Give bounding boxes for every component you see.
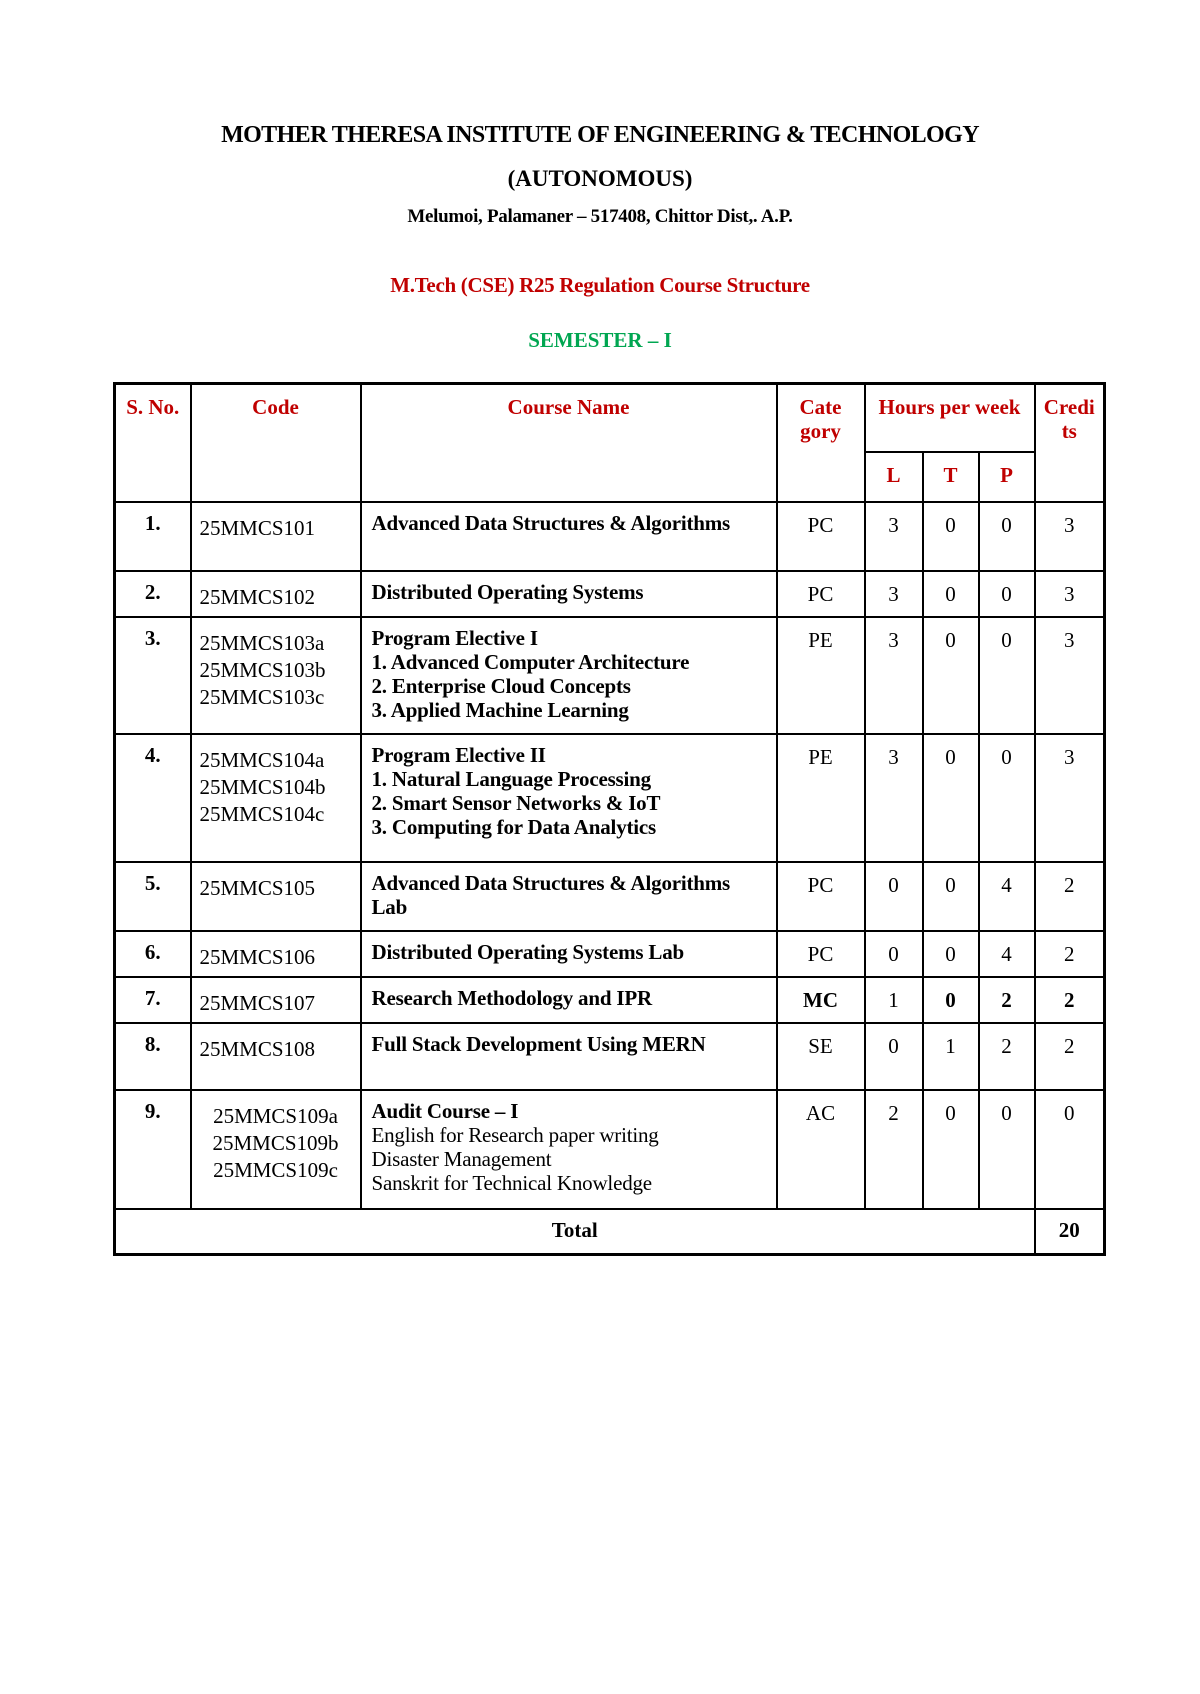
col-header-code: Code (191, 384, 361, 502)
course-name-cell (361, 502, 777, 571)
hours-p: 0 (979, 571, 1035, 617)
category: PC (777, 931, 865, 977)
course-option: Disaster Management (371, 1146, 552, 1171)
hours-l: 3 (865, 502, 923, 571)
course-code: 25MMCS103b (199, 657, 326, 682)
serial-number: 6. (115, 931, 191, 977)
course-code-cell (191, 734, 361, 862)
course-option: 2. Smart Sensor Networks & IoT (371, 790, 661, 815)
hours-t: 1 (923, 1023, 979, 1090)
course-code-cell (191, 502, 361, 571)
hours-t: 0 (923, 571, 979, 617)
hours-t: 0 (923, 502, 979, 571)
course-name-cell (361, 931, 777, 977)
course-title: Distributed Operating Systems Lab (371, 939, 685, 964)
table-row (115, 734, 1105, 862)
institute-address: Melumoi, Palamaner – 517408, Chittor Dist,. A.P. (407, 206, 793, 227)
serial-number: 3. (115, 617, 191, 734)
hours-p: 4 (979, 862, 1035, 931)
course-code-cell (191, 931, 361, 977)
table-row (115, 977, 1105, 1023)
course-name-cell (361, 977, 777, 1023)
credits: 3 (1035, 571, 1105, 617)
course-title: Advanced Data Structures & Algorithms Lab (371, 870, 731, 919)
hours-p: 4 (979, 931, 1035, 977)
credits: 3 (1035, 617, 1105, 734)
course-name-cell (361, 571, 777, 617)
serial-number: 2. (115, 571, 191, 617)
table-row (115, 862, 1105, 931)
col-header-p: P (979, 452, 1035, 502)
course-code: 25MMCS104b (199, 774, 326, 799)
hours-p: 0 (979, 502, 1035, 571)
col-header-t: T (923, 452, 979, 502)
course-name-cell (361, 734, 777, 862)
col-header-credits: Credi ts (1035, 384, 1105, 502)
course-title: Program Elective I (371, 625, 538, 650)
hours-t: 0 (923, 617, 979, 734)
course-structure-table (113, 382, 1106, 1256)
table-row (115, 617, 1105, 734)
hours-l: 2 (865, 1090, 923, 1209)
hours-p: 2 (979, 977, 1035, 1023)
course-title: Research Methodology and IPR (371, 985, 652, 1010)
hours-t: 0 (923, 1090, 979, 1209)
course-code: 25MMCS108 (199, 1036, 316, 1061)
course-option: 1. Natural Language Processing (371, 766, 651, 791)
col-header-category: Cate gory (777, 384, 865, 502)
col-header-l: L (865, 452, 923, 502)
credits: 2 (1035, 1023, 1105, 1090)
credits: 2 (1035, 977, 1105, 1023)
course-code: 25MMCS104c (199, 801, 325, 826)
category: AC (777, 1090, 865, 1209)
hours-l: 3 (865, 617, 923, 734)
hours-p: 0 (979, 617, 1035, 734)
course-title: Audit Course – I (371, 1098, 519, 1123)
hours-l: 3 (865, 734, 923, 862)
course-code-cell (191, 1090, 361, 1209)
col-header-sno: S. No. (115, 384, 191, 502)
course-name-cell (361, 862, 777, 931)
semester-title: SEMESTER – I (528, 328, 672, 352)
course-name-cell (361, 617, 777, 734)
course-option: 3. Computing for Data Analytics (371, 814, 657, 839)
serial-number: 5. (115, 862, 191, 931)
course-code: 25MMCS103c (199, 684, 325, 709)
credits: 2 (1035, 862, 1105, 931)
serial-number: 4. (115, 734, 191, 862)
hours-t: 0 (923, 977, 979, 1023)
table-row (115, 931, 1105, 977)
course-code-cell (191, 862, 361, 931)
course-code: 25MMCS102 (199, 584, 316, 609)
course-code: 25MMCS103a (199, 630, 325, 655)
serial-number: 9. (115, 1090, 191, 1209)
hours-t: 0 (923, 931, 979, 977)
course-code-cell (191, 617, 361, 734)
hours-p: 2 (979, 1023, 1035, 1090)
course-option: 2. Enterprise Cloud Concepts (371, 673, 631, 698)
hours-p: 0 (979, 734, 1035, 862)
col-header-hours: Hours per week (865, 384, 1035, 452)
table-row (115, 571, 1105, 617)
course-code-cell (191, 571, 361, 617)
hours-t: 0 (923, 734, 979, 862)
table-row (115, 1090, 1105, 1209)
category: PC (777, 502, 865, 571)
credits: 3 (1035, 734, 1105, 862)
hours-l: 1 (865, 977, 923, 1023)
category: MC (777, 977, 865, 1023)
course-title: Distributed Operating Systems (371, 579, 644, 604)
course-code: 25MMCS109b (212, 1130, 339, 1155)
total-credits: 20 (1035, 1209, 1105, 1255)
credits: 3 (1035, 502, 1105, 571)
category: PC (777, 571, 865, 617)
course-code: 25MMCS101 (199, 515, 316, 540)
hours-p: 0 (979, 1090, 1035, 1209)
course-name-cell (361, 1023, 777, 1090)
course-code: 25MMCS107 (199, 990, 316, 1015)
course-code: 25MMCS106 (199, 944, 316, 969)
serial-number: 1. (115, 502, 191, 571)
serial-number: 7. (115, 977, 191, 1023)
serial-number: 8. (115, 1023, 191, 1090)
regulation-title: M.Tech (CSE) R25 Regulation Course Structure (390, 273, 810, 297)
course-option: 3. Applied Machine Learning (371, 697, 629, 722)
course-code-cell (191, 1023, 361, 1090)
category: PE (777, 617, 865, 734)
course-code: 25MMCS105 (199, 875, 316, 900)
course-code-cell (191, 977, 361, 1023)
hours-t: 0 (923, 862, 979, 931)
hours-l: 0 (865, 862, 923, 931)
category: SE (777, 1023, 865, 1090)
table-row (115, 1023, 1105, 1090)
course-code: 25MMCS109c (213, 1157, 338, 1182)
total-label: Total (115, 1209, 1035, 1255)
course-title: Full Stack Development Using MERN (371, 1031, 706, 1056)
course-option: Sanskrit for Technical Knowledge (371, 1170, 652, 1195)
table-row (115, 502, 1105, 571)
course-name-cell (361, 1090, 777, 1209)
course-title: Advanced Data Structures & Algorithms (371, 510, 731, 535)
course-option: English for Research paper writing (371, 1122, 659, 1147)
hours-l: 0 (865, 931, 923, 977)
hours-l: 0 (865, 1023, 923, 1090)
hours-l: 3 (865, 571, 923, 617)
autonomous-label: (AUTONOMOUS) (507, 166, 693, 191)
credits: 2 (1035, 931, 1105, 977)
course-option: 1. Advanced Computer Architecture (371, 649, 690, 674)
category: PE (777, 734, 865, 862)
credits: 0 (1035, 1090, 1105, 1209)
category: PC (777, 862, 865, 931)
col-header-course-name: Course Name (361, 384, 777, 502)
course-code: 25MMCS109a (213, 1103, 338, 1128)
institute-name: MOTHER THERESA INSTITUTE OF ENGINEERING & TECHNOLOGY (221, 122, 979, 148)
course-code: 25MMCS104a (199, 747, 325, 772)
course-title: Program Elective II (371, 742, 546, 767)
